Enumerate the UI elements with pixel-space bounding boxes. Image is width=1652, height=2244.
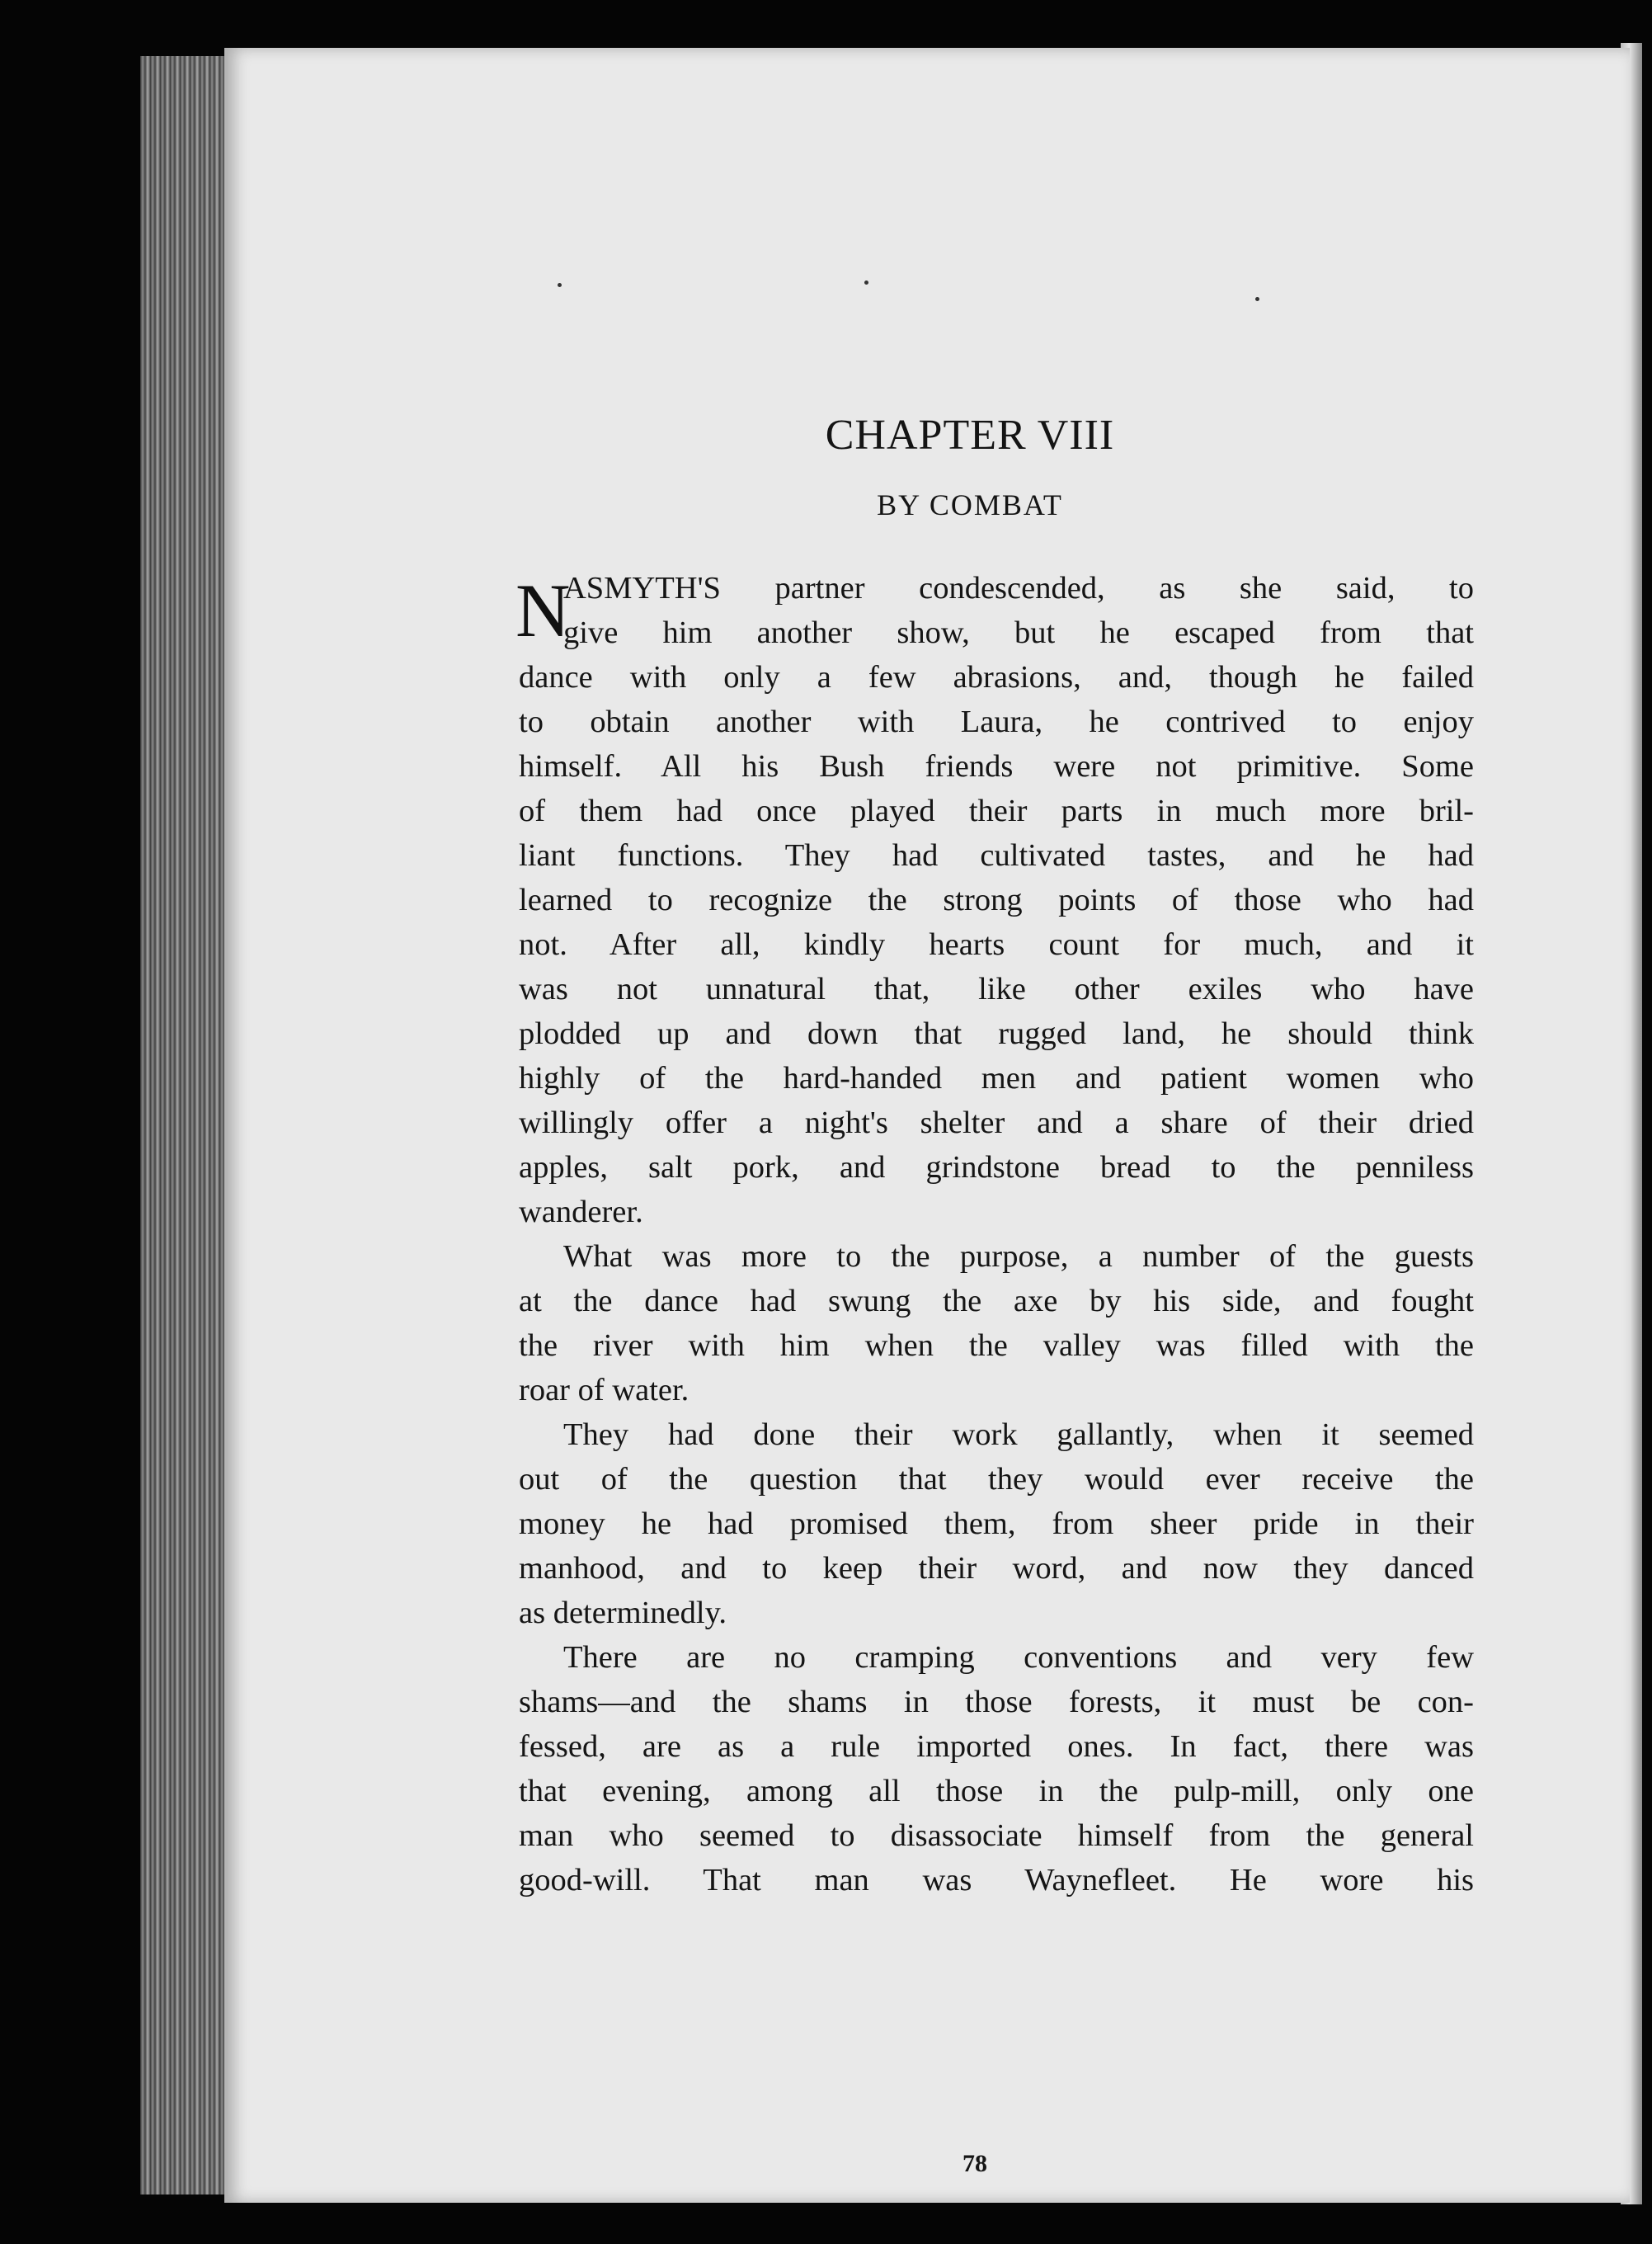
text-line: There are no cramping conventions and very few	[563, 1640, 1474, 1675]
text-line: ASMYTH'S partner condescended, as she said, to	[563, 571, 1474, 606]
text-line: shams—and the shams in those forests, it must be con-	[519, 1685, 1474, 1719]
text-line: as determinedly.	[519, 1596, 727, 1630]
chapter-subtitle: BY COMBAT	[877, 488, 1063, 521]
text-line: good-will. That man was Waynefleet. He wore his	[519, 1863, 1474, 1898]
page-sheet	[224, 48, 1630, 2203]
text-line: out of the question that they would ever receive the	[519, 1462, 1474, 1497]
body-text	[515, 566, 1474, 1902]
drop-cap: N	[515, 568, 571, 653]
text-line: apples, salt pork, and grindstone bread to the penniless	[519, 1150, 1474, 1185]
text-line: plodded up and down that rugged land, he should think	[519, 1016, 1474, 1051]
text-line: What was more to the purpose, a number of the guests	[563, 1239, 1474, 1274]
text-line: roar of water.	[519, 1373, 690, 1407]
text-line: They had done their work gallantly, when it seemed	[563, 1417, 1474, 1452]
text-line: wanderer.	[519, 1195, 643, 1229]
text-line: give him another show, but he escaped from that	[563, 615, 1474, 650]
chapter-title: CHAPTER VIII	[825, 412, 1115, 459]
text-line: himself. All his Bush friends were not primitive. Some	[519, 749, 1474, 784]
text-line: dance with only a few abrasions, and, though he failed	[519, 660, 1474, 695]
text-line: money he had promised them, from sheer pride in their	[519, 1506, 1474, 1541]
text-line: willingly offer a night's shelter and a share of their dried	[519, 1106, 1474, 1140]
text-line: at the dance had swung the axe by his side, and fought	[519, 1284, 1474, 1318]
scan-speck	[864, 280, 868, 285]
text-line: manhood, and to keep their word, and now they danced	[519, 1551, 1474, 1586]
text-line: liant functions. They had cultivated tastes, and he had	[519, 838, 1474, 873]
text-line: learned to recognize the strong points of those who had	[519, 883, 1474, 917]
text-line: that evening, among all those in the pulp-mill, only one	[519, 1774, 1474, 1808]
text-line: was not unnatural that, like other exiles who have	[519, 972, 1474, 1006]
text-line: to obtain another with Laura, he contrived to enjoy	[519, 705, 1474, 739]
scan-speck	[558, 283, 562, 287]
scan-speck	[1255, 297, 1259, 301]
text-line: highly of the hard-handed men and patient women who	[519, 1061, 1474, 1096]
text-line: man who seemed to disassociate himself from the general	[519, 1818, 1474, 1853]
text-line: not. After all, kindly hearts count for much, and it	[519, 927, 1474, 962]
page-number: 78	[962, 2150, 987, 2177]
text-line: the river with him when the valley was filled with the	[519, 1328, 1474, 1363]
text-line: of them had once played their parts in much more bril-	[519, 794, 1474, 828]
text-line: fessed, are as a rule imported ones. In fact, there was	[519, 1729, 1474, 1764]
